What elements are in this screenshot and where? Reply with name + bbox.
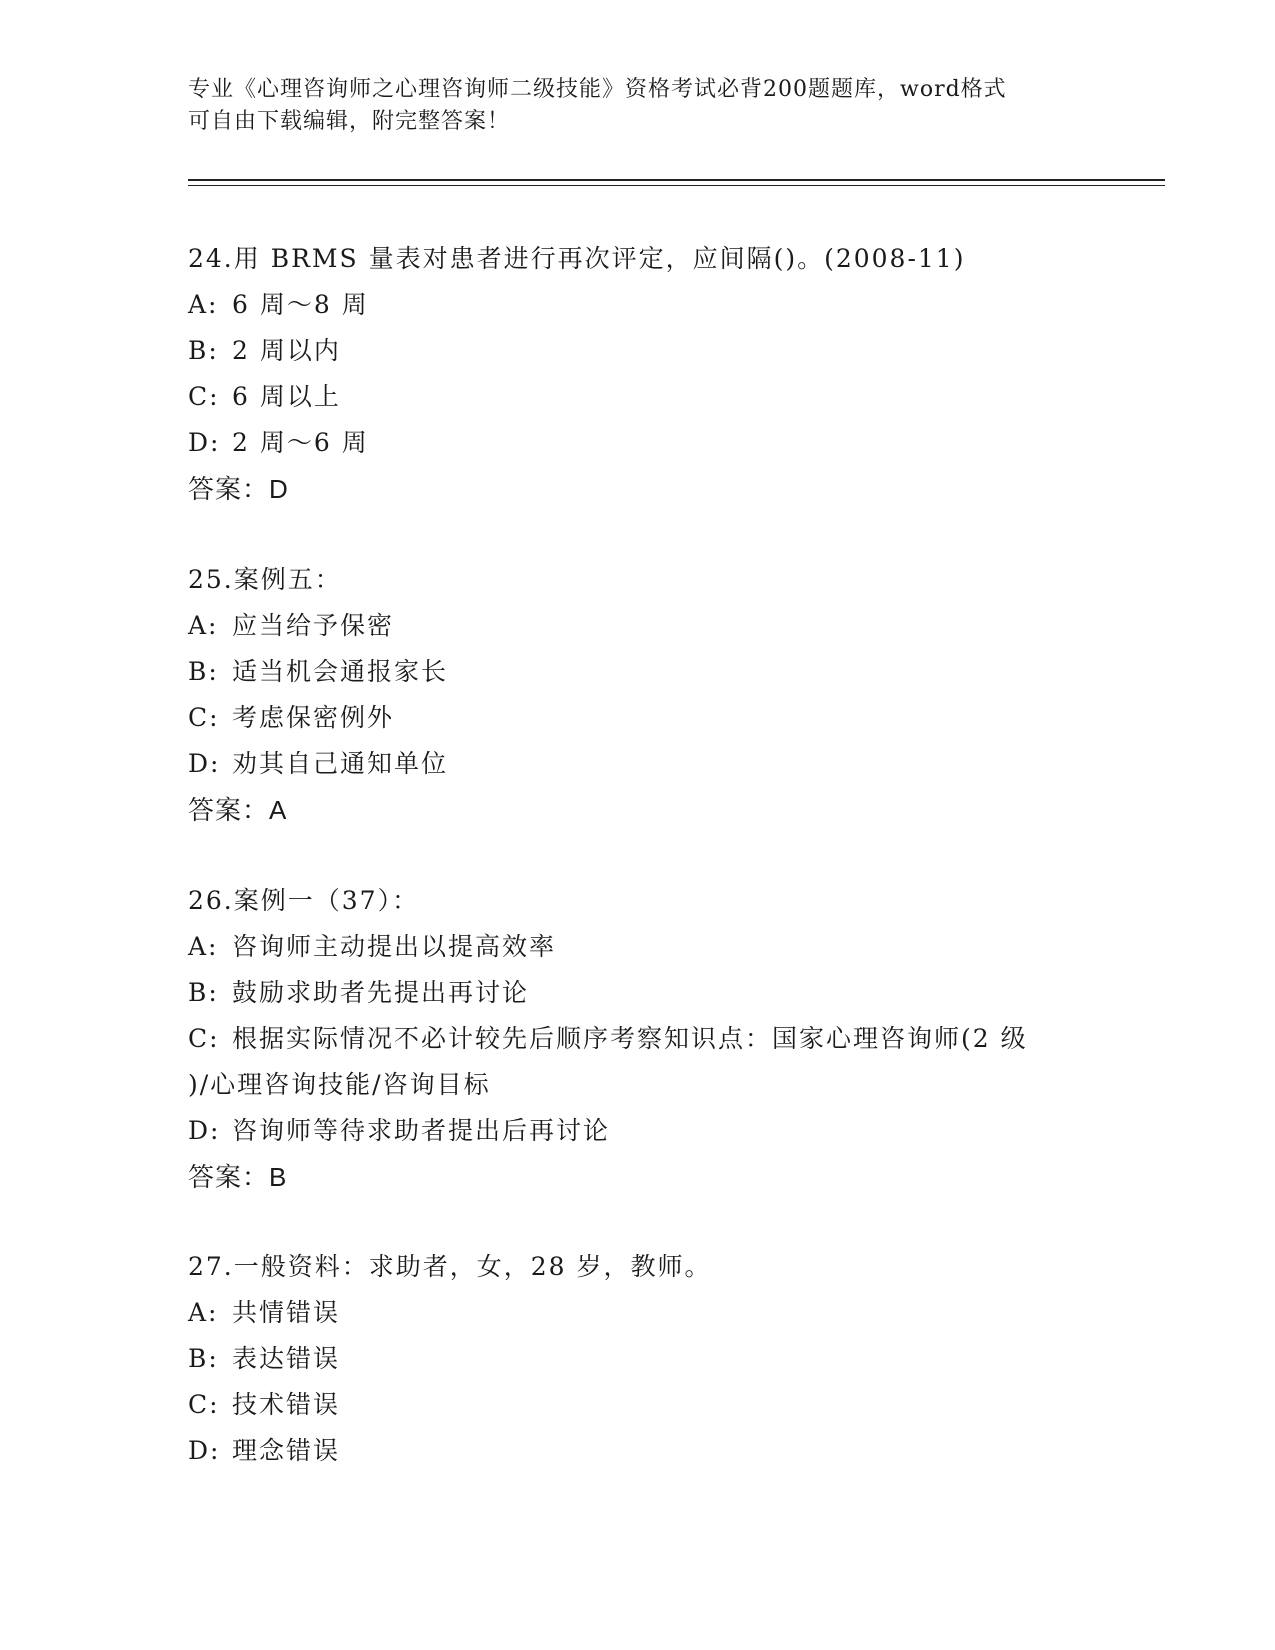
option-b xyxy=(188,970,1188,1016)
option-letter: B: xyxy=(188,1344,219,1373)
option-letter: C: xyxy=(188,1390,220,1419)
question-stem: 27.一般资料：求助者，女，28 岁，教师。 xyxy=(188,1252,712,1281)
option-text: 6 周以上 xyxy=(232,382,341,411)
option-letter: A: xyxy=(188,611,219,640)
header-title-line-1: 专业《心理咨询师之心理咨询师二级技能》资格考试必背200题题库，word格式 xyxy=(188,77,1007,102)
option-b xyxy=(188,328,1188,374)
option-letter: D: xyxy=(188,749,221,778)
option-text: 表达错误 xyxy=(232,1344,341,1373)
option-text: 技术错误 xyxy=(232,1390,341,1419)
option-text: 2 周以内 xyxy=(232,336,341,365)
option-text: 共情错误 xyxy=(232,1298,341,1327)
option-letter: D: xyxy=(188,1116,221,1145)
question-26 xyxy=(188,878,1188,1200)
option-text: 鼓励求助者先提出再讨论 xyxy=(232,978,530,1007)
option-letter: D: xyxy=(188,428,221,457)
question-stem: 24.用 BRMS 量表对患者进行再次评定，应间隔()。(2008-11) xyxy=(188,244,966,273)
option-text: 劝其自己通知单位 xyxy=(232,749,449,778)
option-c-continued xyxy=(188,1062,1188,1108)
option-a xyxy=(188,603,1188,649)
answer-line: 答案：D xyxy=(188,474,289,504)
option-d xyxy=(188,741,1188,787)
option-text: 2 周～6 周 xyxy=(232,428,369,457)
option-letter: A: xyxy=(188,932,219,961)
header-title-line-2: 可自由下载编辑，附完整答案！ xyxy=(188,109,511,134)
option-b xyxy=(188,1336,1188,1382)
option-text: )/心理咨询技能/咨询目标 xyxy=(188,1070,491,1099)
option-d xyxy=(188,420,1188,466)
option-c xyxy=(188,695,1188,741)
option-d xyxy=(188,1108,1188,1154)
option-letter: A: xyxy=(188,290,219,319)
option-text: 咨询师等待求助者提出后再讨论 xyxy=(232,1116,611,1145)
option-letter: A: xyxy=(188,1298,219,1327)
option-letter: B: xyxy=(188,978,219,1007)
option-c xyxy=(188,1016,1188,1062)
question-24 xyxy=(188,236,1188,512)
option-letter: D: xyxy=(188,1436,221,1465)
header-divider-thick xyxy=(188,179,1165,181)
option-text: 适当机会通报家长 xyxy=(232,657,449,686)
option-text: 根据实际情况不必计较先后顺序考察知识点：国家心理咨询师(2 级 xyxy=(232,1024,1028,1053)
option-c xyxy=(188,1382,1188,1428)
option-letter: B: xyxy=(188,657,219,686)
option-letter: B: xyxy=(188,336,219,365)
option-d xyxy=(188,1428,1188,1474)
option-text: 应当给予保密 xyxy=(232,611,395,640)
answer-line: 答案：A xyxy=(188,795,288,825)
question-stem: 25.案例五： xyxy=(188,565,342,594)
option-text: 理念错误 xyxy=(232,1436,341,1465)
option-text: 考虑保密例外 xyxy=(232,703,395,732)
option-a xyxy=(188,924,1188,970)
option-letter: C: xyxy=(188,703,220,732)
option-c xyxy=(188,374,1188,420)
option-b xyxy=(188,649,1188,695)
question-25 xyxy=(188,557,1188,833)
option-letter: C: xyxy=(188,382,220,411)
answer-line: 答案：B xyxy=(188,1162,288,1192)
option-letter: C: xyxy=(188,1024,220,1053)
question-stem: 26.案例一（37）： xyxy=(188,886,420,915)
document-header xyxy=(188,74,1088,138)
question-27 xyxy=(188,1244,1188,1474)
option-text: 6 周～8 周 xyxy=(232,290,369,319)
option-a xyxy=(188,1290,1188,1336)
option-a xyxy=(188,282,1188,328)
option-text: 咨询师主动提出以提高效率 xyxy=(232,932,557,961)
header-divider-thin xyxy=(188,185,1165,186)
